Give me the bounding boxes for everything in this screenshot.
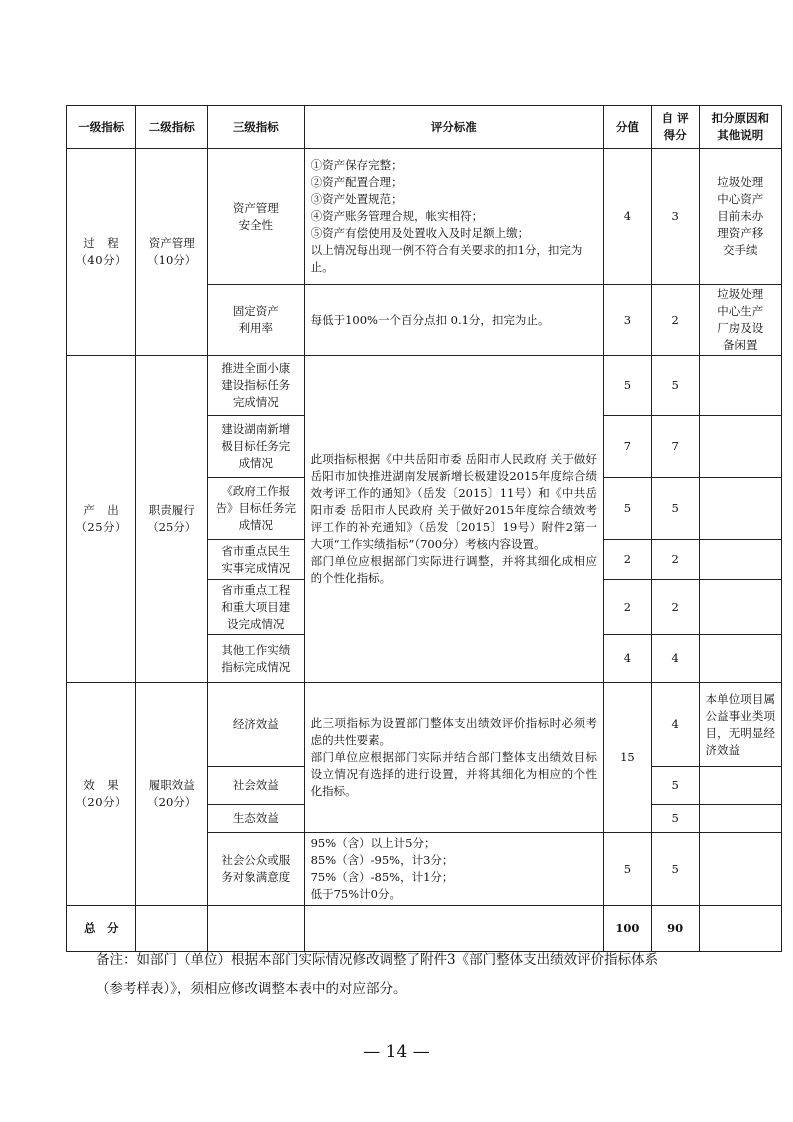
deduction-note: 本单位项目属公益事业类项目，无明显经济效益 [699,683,781,767]
self-score-cell: 2 [651,540,699,580]
header-criteria: 评分标准 [304,106,603,149]
score-cell: 3 [604,285,652,356]
self-score-cell: 2 [651,285,699,356]
deduction-note [699,356,781,416]
level1-effect: 效 果 （20分） [67,683,136,906]
level3-social-benefit: 社会效益 [208,767,305,805]
level3-satisfaction: 社会公众或服 务对象满意度 [208,833,305,906]
score-cell: 2 [604,580,652,635]
score-cell: 2 [604,540,652,580]
self-score-cell: 5 [651,767,699,805]
empty-cell [136,906,208,952]
deduction-note: 垃圾处理 中心资产 目前未办 理资产移 交手续 [699,149,781,285]
score-cell: 4 [604,635,652,683]
header-row [67,106,782,149]
self-score-cell: 5 [651,478,699,540]
level2-asset-management: 资产管理 （10分） [136,149,208,356]
self-score-cell: 2 [651,580,699,635]
deduction-note [699,767,781,805]
page-number: — 14 — [363,1042,430,1062]
table-row [67,683,782,767]
self-score-cell: 5 [651,805,699,833]
level1-process: 过 程 （40分） [67,149,136,356]
deduction-note: 垃圾处理 中心生产 厂房及设 备闲置 [699,285,781,356]
deduction-note [699,833,781,906]
header-deduction: 扣分原因和 其他说明 [699,106,781,149]
level2-duty-benefit: 履职效益 （20分） [136,683,208,906]
deduction-note [699,635,781,683]
header-score: 分值 [604,106,652,149]
self-score-cell: 4 [651,683,699,767]
level3-output-item: 省市重点民生 实事完成情况 [208,540,305,580]
total-score: 100 [604,906,652,952]
score-cell: 5 [604,833,652,906]
criteria-effect: 此三项指标为设置部门整体支出绩效评价指标时必须考虑的共性要素。 部门单位应根据部门实际并结合部门整体支出绩效目标设立情况有选择的进行设置，并将其细化为相应的个性化指标。 [304,683,603,833]
remark-line-1: 备注：如部门（单位）根据本部门实际情况修改调整了附件3《部门整体支出绩效评价指标体系 [96,952,659,968]
empty-cell [208,906,305,952]
level3-ecological-benefit: 生态效益 [208,805,305,833]
empty-cell [304,906,603,952]
score-cell: 4 [604,149,652,285]
level2-duty-performance: 职责履行 （25分） [136,356,208,683]
level3-fixed-asset-utilization: 固定资产 利用率 [208,285,305,356]
score-cell: 15 [604,683,652,833]
criteria-output: 此项指标根据《中共岳阳市委 岳阳市人民政府 关于做好岳阳市加快推进湖南发展新增长极建设2015年度综合绩效考评工作的通知》（岳发〔2015〕11号）和《中共岳阳市委 岳阳市人民政府 关于做好2015年度综合绩效考评工作的补充通知》（岳发〔2015〕19号）附件2第一大项“工作实绩指标”（700分）考核内容设置。 部门单位应根据部门实际进行调整，并将其细化成相应的个性化指标。 [304,356,603,683]
self-score-cell: 4 [651,635,699,683]
score-cell: 5 [604,478,652,540]
criteria-fixed-asset: 每低于100%一个百分点扣 0.1分，扣完为止。 [304,285,603,356]
score-cell: 7 [604,416,652,478]
header-level2: 二级指标 [136,106,208,149]
self-score-cell: 5 [651,833,699,906]
header-level3: 三级指标 [208,106,305,149]
level3-asset-safety: 资产管理 安全性 [208,149,305,285]
total-label: 总 分 [67,906,136,952]
deduction-note [699,416,781,478]
level3-output-item: 《政府工作报 告》目标任务完 成情况 [208,478,305,540]
total-row [67,906,782,952]
deduction-note [699,580,781,635]
level1-output: 产 出 （25分） [67,356,136,683]
self-score-cell: 5 [651,356,699,416]
deduction-note [699,805,781,833]
remark-line-2: （参考样表）》，须相应修改调整本表中的对应部分。 [96,981,407,997]
level3-output-item: 其他工作实绩 指标完成情况 [208,635,305,683]
empty-cell [699,906,781,952]
evaluation-table [66,105,782,952]
level3-economic-benefit: 经济效益 [208,683,305,767]
header-level1: 一级指标 [67,106,136,149]
score-cell: 5 [604,356,652,416]
table-row [67,149,782,285]
table-row [67,356,782,416]
level3-output-item: 建设湖南新增 极目标任务完 成情况 [208,416,305,478]
self-score-cell: 7 [651,416,699,478]
deduction-note [699,478,781,540]
level3-output-item: 推进全面小康 建设指标任务 完成情况 [208,356,305,416]
deduction-note [699,540,781,580]
criteria-asset-safety: ①资产保存完整； ②资产配置合理； ③资产处置规范； ④资产账务管理合规，帐实相符； ⑤资产有偿使用及处置收入及时足额上缴； 以上情况每出现一例不符合有关要求的扣1分，扣完为止。 [304,149,603,285]
total-self-score: 90 [651,906,699,952]
criteria-satisfaction: 95%（含）以上计5分； 85%（含）-95%，计3分； 75%（含）-85%，计1分； 低于75%计0分。 [304,833,603,906]
level3-output-item: 省市重点工程 和重大项目建 设完成情况 [208,580,305,635]
remark [96,946,696,1004]
self-score-cell: 3 [651,149,699,285]
header-self-score: 自 评 得分 [651,106,699,149]
